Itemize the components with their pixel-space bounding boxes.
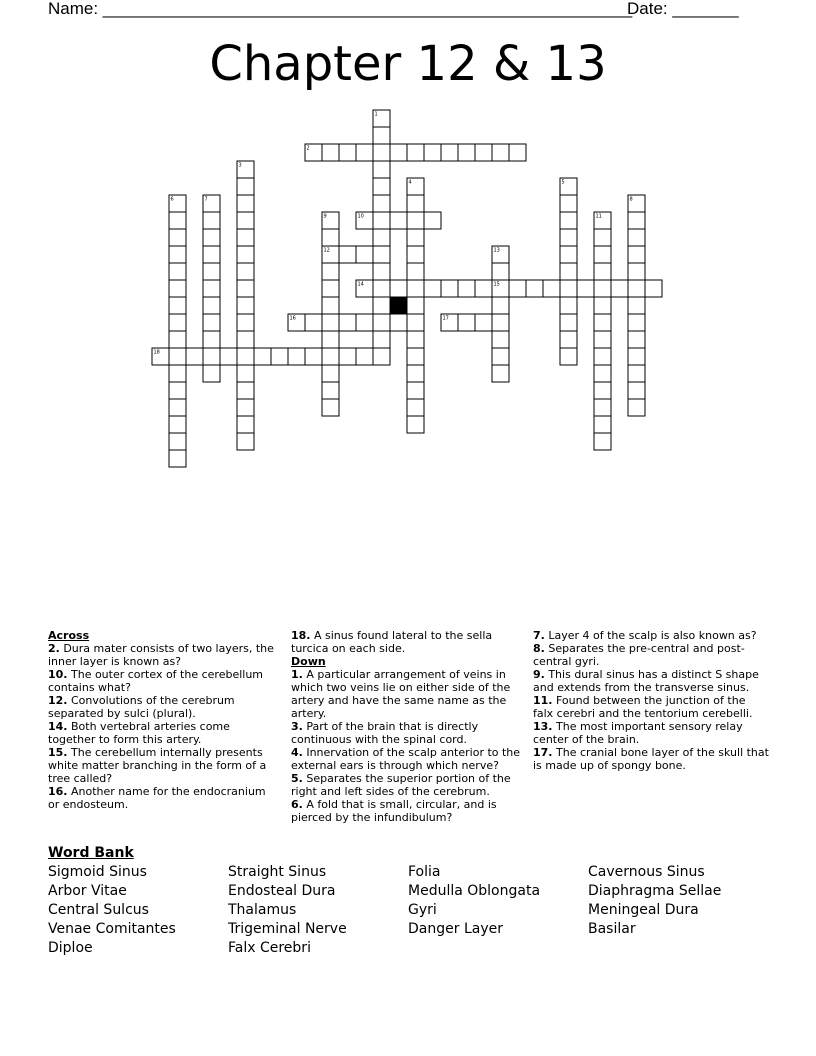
- word-bank-item: Meningeal Dura: [588, 902, 699, 918]
- crossword-cell[interactable]: [492, 348, 509, 365]
- crossword-cell[interactable]: [237, 195, 254, 212]
- crossword-cell[interactable]: [560, 263, 577, 280]
- cell-number: 2: [306, 145, 310, 152]
- crossword-cell[interactable]: [237, 365, 254, 382]
- crossword-cell[interactable]: [237, 433, 254, 450]
- crossword-cell[interactable]: [594, 331, 611, 348]
- clue-text: This dural sinus has a distinct S shape and extends from the transverse sinus.: [533, 668, 759, 694]
- word-bank-item: Arbor Vitae: [48, 883, 127, 899]
- crossword-cell[interactable]: [407, 399, 424, 416]
- crossword-cell[interactable]: [628, 314, 645, 331]
- crossword-cell[interactable]: [475, 314, 492, 331]
- across-clue: [48, 668, 280, 694]
- word-bank-item: Venae Comitantes: [48, 921, 176, 937]
- clue-text: Found between the junction of the falx cerebri and the tentorium cerebelli.: [533, 694, 753, 720]
- crossword-cell[interactable]: [169, 348, 186, 365]
- across-clue: [48, 642, 280, 668]
- crossword-cell[interactable]: [577, 280, 594, 297]
- crossword-cell[interactable]: [424, 144, 441, 161]
- crossword-cell[interactable]: [611, 280, 628, 297]
- crossword-cell[interactable]: [356, 314, 373, 331]
- crossword-cell[interactable]: [169, 263, 186, 280]
- clue-text: A particular arrangement of veins in which two veins lie on either side of the artery and have the same name as the artery.: [291, 668, 511, 720]
- crossword-cell[interactable]: [628, 348, 645, 365]
- crossword-cell[interactable]: [356, 348, 373, 365]
- crossword-cell[interactable]: [509, 280, 526, 297]
- clue-text: Separates the superior portion of the right and left sides of the cerebrum.: [291, 772, 511, 798]
- crossword-cell[interactable]: [322, 331, 339, 348]
- crossword-cell[interactable]: [373, 144, 390, 161]
- crossword-cell[interactable]: [594, 348, 611, 365]
- crossword-cell[interactable]: [373, 331, 390, 348]
- across-clue-list: [48, 642, 280, 811]
- crossword-cell[interactable]: [407, 314, 424, 331]
- crossword-cell[interactable]: [237, 280, 254, 297]
- crossword-cell[interactable]: [271, 348, 288, 365]
- crossword-cell[interactable]: [322, 365, 339, 382]
- clue-text: Both vertebral arteries come together to form this artery.: [48, 720, 230, 746]
- crossword-cell[interactable]: [322, 297, 339, 314]
- crossword-cell[interactable]: [373, 314, 390, 331]
- clue-text: A fold that is small, circular, and is pierced by the infundibulum?: [291, 798, 497, 824]
- crossword-cell[interactable]: [407, 348, 424, 365]
- cell-number: 6: [170, 196, 174, 203]
- crossword-cell[interactable]: [169, 365, 186, 382]
- across-clue: [291, 629, 523, 655]
- cell-number: 11: [595, 213, 602, 220]
- crossword-cell[interactable]: [169, 297, 186, 314]
- clue-text: The cerebellum internally presents white matter branching in the form of a tree called?: [48, 746, 267, 785]
- clues-column-2: [291, 629, 523, 824]
- cell-number: 1: [374, 111, 378, 118]
- crossword-cell[interactable]: [322, 399, 339, 416]
- crossword-cell[interactable]: [169, 450, 186, 467]
- down-clue: [291, 798, 523, 824]
- crossword-cell[interactable]: [441, 144, 458, 161]
- clue-number: 17.: [533, 746, 553, 759]
- down-clue: [291, 668, 523, 720]
- crossword-cell[interactable]: [322, 144, 339, 161]
- crossword-cell[interactable]: [203, 212, 220, 229]
- crossword-cell[interactable]: [237, 382, 254, 399]
- crossword-cell[interactable]: [594, 314, 611, 331]
- crossword-cell[interactable]: [390, 212, 407, 229]
- across-heading: Across: [48, 629, 90, 642]
- crossword-cell[interactable]: [237, 314, 254, 331]
- clue-number: 4.: [291, 746, 303, 759]
- crossword-cell[interactable]: [373, 297, 390, 314]
- crossword-cell[interactable]: [628, 297, 645, 314]
- crossword-cell[interactable]: [407, 212, 424, 229]
- crossword-cell[interactable]: [203, 263, 220, 280]
- crossword-cell[interactable]: [169, 314, 186, 331]
- clue-number: 2.: [48, 642, 60, 655]
- name-field[interactable]: Name: ________________________________________________________: [48, 0, 633, 18]
- cell-number: 8: [629, 196, 633, 203]
- crossword-cell[interactable]: [407, 144, 424, 161]
- word-bank-column: [408, 863, 540, 939]
- crossword-cell[interactable]: [594, 382, 611, 399]
- crossword-cell[interactable]: [441, 280, 458, 297]
- date-field[interactable]: Date: _______: [627, 0, 739, 18]
- clue-number: 8.: [533, 642, 545, 655]
- crossword-cell[interactable]: [526, 280, 543, 297]
- crossword-cell[interactable]: [628, 280, 645, 297]
- clue-number: 15.: [48, 746, 68, 759]
- crossword-cell[interactable]: [424, 280, 441, 297]
- cell-number: 14: [357, 281, 364, 288]
- word-bank-item: Folia: [408, 864, 441, 880]
- crossword-cell[interactable]: [475, 144, 492, 161]
- crossword-cell[interactable]: [373, 195, 390, 212]
- crossword-cell[interactable]: [509, 144, 526, 161]
- word-bank-column: [588, 863, 721, 939]
- cell-number: 16: [289, 315, 296, 322]
- word-bank-item: Basilar: [588, 921, 636, 937]
- word-bank-item: Falx Cerebri: [228, 940, 311, 956]
- crossword-cell[interactable]: [288, 348, 305, 365]
- crossword-cell[interactable]: [169, 280, 186, 297]
- crossword-cell[interactable]: [203, 246, 220, 263]
- down-clue: [533, 629, 769, 642]
- crossword-cell[interactable]: [203, 280, 220, 297]
- crossword-cell[interactable]: [169, 246, 186, 263]
- down-clue: [533, 720, 769, 746]
- crossword-cell[interactable]: [237, 178, 254, 195]
- clue-number: 11.: [533, 694, 553, 707]
- cell-number: 17: [442, 315, 449, 322]
- clue-number: 16.: [48, 785, 68, 798]
- clue-number: 12.: [48, 694, 68, 707]
- crossword-cell[interactable]: [458, 280, 475, 297]
- cell-number: 10: [357, 213, 364, 220]
- down-clue: [533, 642, 769, 668]
- crossword-cell[interactable]: [560, 246, 577, 263]
- clue-text: Another name for the endocranium or endosteum.: [48, 785, 266, 811]
- crossword-cell[interactable]: [407, 280, 424, 297]
- crossword-cell[interactable]: [390, 280, 407, 297]
- crossword-cell[interactable]: [407, 263, 424, 280]
- crossword-cell[interactable]: [356, 246, 373, 263]
- word-bank-item: Diploe: [48, 940, 93, 956]
- clues-column-1: [48, 629, 280, 811]
- crossword-cell[interactable]: [373, 127, 390, 144]
- crossword-cell[interactable]: [492, 365, 509, 382]
- crossword-cell[interactable]: [237, 263, 254, 280]
- clue-text: A sinus found lateral to the sella turcica on each side.: [291, 629, 493, 655]
- clue-number: 3.: [291, 720, 303, 733]
- across-clue: [48, 746, 280, 785]
- word-bank-item: Medulla Oblongata: [408, 883, 541, 899]
- crossword-cell[interactable]: [645, 280, 662, 297]
- crossword-cell[interactable]: [322, 314, 339, 331]
- crossword-cell[interactable]: [373, 161, 390, 178]
- crossword-cell[interactable]: [305, 314, 322, 331]
- crossword-cell[interactable]: [322, 263, 339, 280]
- clue-number: 7.: [533, 629, 545, 642]
- cell-number: 4: [408, 179, 412, 186]
- crossword-cell[interactable]: [169, 229, 186, 246]
- clues-column-3: [533, 629, 769, 772]
- crossword-cell[interactable]: [373, 246, 390, 263]
- down-clue: [533, 668, 769, 694]
- crossword-cell[interactable]: [560, 348, 577, 365]
- crossword-cell[interactable]: [169, 331, 186, 348]
- word-bank-title: Word Bank: [48, 845, 134, 861]
- crossword-cell[interactable]: [220, 348, 237, 365]
- crossword-cell[interactable]: [373, 263, 390, 280]
- crossword-cell[interactable]: [322, 382, 339, 399]
- crossword-cell[interactable]: [169, 399, 186, 416]
- clue-text: The outer cortex of the cerebellum contains what?: [48, 668, 264, 694]
- word-bank-item: Endosteal Dura: [228, 883, 336, 899]
- crossword-cell[interactable]: [492, 263, 509, 280]
- clue-number: 13.: [533, 720, 553, 733]
- across-clue: [48, 720, 280, 746]
- crossword-cell[interactable]: [237, 399, 254, 416]
- crossword-cell[interactable]: [475, 280, 492, 297]
- crossword-cell[interactable]: [424, 212, 441, 229]
- crossword-cell[interactable]: [594, 433, 611, 450]
- clue-number: 6.: [291, 798, 303, 811]
- word-bank-item: Thalamus: [228, 902, 297, 918]
- word-bank-item: Straight Sinus: [228, 864, 327, 880]
- crossword-cell[interactable]: [339, 144, 356, 161]
- crossword-cell[interactable]: [339, 246, 356, 263]
- crossword-cell[interactable]: [628, 382, 645, 399]
- down-clue-list: [291, 668, 523, 824]
- crossword-cell[interactable]: [169, 212, 186, 229]
- crossword-cell[interactable]: [628, 229, 645, 246]
- across-clue: [48, 694, 280, 720]
- crossword-cell[interactable]: [560, 229, 577, 246]
- cell-number: 12: [323, 247, 330, 254]
- word-bank-item: Diaphragma Sellae: [588, 883, 722, 899]
- clue-number: 14.: [48, 720, 68, 733]
- crossword-cell[interactable]: [254, 348, 271, 365]
- crossword-cell[interactable]: [594, 416, 611, 433]
- crossword-cell[interactable]: [628, 263, 645, 280]
- crossword-cell[interactable]: [407, 297, 424, 314]
- crossword-cell[interactable]: [169, 382, 186, 399]
- clue-text: The cranial bone layer of the skull that is made up of spongy bone.: [533, 746, 769, 772]
- crossword-cell[interactable]: [594, 365, 611, 382]
- across-clue: [48, 785, 280, 811]
- crossword-cell[interactable]: [492, 297, 509, 314]
- word-bank-column: [228, 863, 347, 958]
- down-clue: [533, 694, 769, 720]
- crossword-cell[interactable]: [407, 365, 424, 382]
- crossword-cell[interactable]: [458, 144, 475, 161]
- word-bank-item: Sigmoid Sinus: [48, 864, 147, 880]
- clue-text: Innervation of the scalp anterior to the external ears is through which nerve?: [291, 746, 521, 772]
- crossword-cell[interactable]: [322, 229, 339, 246]
- clue-text: Layer 4 of the scalp is also known as?: [544, 629, 757, 642]
- crossword-cell[interactable]: [203, 314, 220, 331]
- crossword-cell[interactable]: [560, 297, 577, 314]
- crossword-cell[interactable]: [407, 195, 424, 212]
- crossword-cell[interactable]: [594, 229, 611, 246]
- crossword-cell[interactable]: [322, 280, 339, 297]
- crossword-cell[interactable]: [628, 331, 645, 348]
- clue-text: Part of the brain that is directly continuous with the spinal cord.: [291, 720, 479, 746]
- crossword-cell[interactable]: [628, 365, 645, 382]
- crossword-cell[interactable]: [203, 348, 220, 365]
- crossword-cell[interactable]: [543, 280, 560, 297]
- clue-text: Convolutions of the cerebrum separated by sulci (plural).: [48, 694, 235, 720]
- clue-text: The most important sensory relay center of the brain.: [533, 720, 743, 746]
- down-heading: Down: [291, 655, 326, 668]
- word-bank-item: Cavernous Sinus: [588, 864, 705, 880]
- crossword-cell[interactable]: [492, 314, 509, 331]
- cell-number: 3: [238, 162, 242, 169]
- word-bank-item: Central Sulcus: [48, 902, 149, 918]
- down-clue: [291, 720, 523, 746]
- crossword-cell[interactable]: [169, 433, 186, 450]
- crossword-cell[interactable]: [237, 246, 254, 263]
- word-bank-item: Gyri: [408, 902, 437, 918]
- crossword-cell[interactable]: [594, 280, 611, 297]
- crossword-cell[interactable]: [373, 229, 390, 246]
- crossword-cell[interactable]: [390, 314, 407, 331]
- crossword-cell[interactable]: [203, 331, 220, 348]
- crossword-cell[interactable]: [339, 314, 356, 331]
- clue-number: 10.: [48, 668, 68, 681]
- crossword-cell[interactable]: [373, 348, 390, 365]
- crossword-cell[interactable]: [560, 280, 577, 297]
- crossword-cell[interactable]: [407, 331, 424, 348]
- crossword-cell[interactable]: [322, 348, 339, 365]
- crossword-cell[interactable]: [237, 416, 254, 433]
- cell-number: 18: [153, 349, 160, 356]
- crossword-cell[interactable]: [237, 297, 254, 314]
- crossword-cell[interactable]: [628, 212, 645, 229]
- crossword-cell[interactable]: [237, 348, 254, 365]
- down-clue: [291, 772, 523, 798]
- crossword-cell[interactable]: [594, 263, 611, 280]
- crossword-cell[interactable]: [560, 331, 577, 348]
- crossword-black-cell: [390, 297, 407, 314]
- crossword-cell[interactable]: [407, 416, 424, 433]
- crossword-cell[interactable]: [458, 314, 475, 331]
- crossword-cell[interactable]: [203, 297, 220, 314]
- crossword-cell[interactable]: [560, 314, 577, 331]
- clue-text: Separates the pre-central and post-central gyri.: [533, 642, 745, 668]
- crossword-cell[interactable]: [356, 144, 373, 161]
- crossword-cell[interactable]: [492, 331, 509, 348]
- crossword-cell[interactable]: [237, 331, 254, 348]
- crossword-cell[interactable]: [492, 144, 509, 161]
- crossword-cell[interactable]: [305, 348, 322, 365]
- crossword-cell[interactable]: [407, 229, 424, 246]
- crossword-cell[interactable]: [373, 178, 390, 195]
- cell-number: 7: [204, 196, 208, 203]
- crossword-cell[interactable]: [203, 229, 220, 246]
- crossword-cell[interactable]: [407, 382, 424, 399]
- cell-number: 15: [493, 281, 500, 288]
- crossword-cell[interactable]: [628, 246, 645, 263]
- clue-number: 5.: [291, 772, 303, 785]
- crossword-cell[interactable]: [373, 212, 390, 229]
- across-clue-list-continued: [291, 629, 523, 655]
- crossword-cell[interactable]: [169, 416, 186, 433]
- crossword-cell[interactable]: [237, 229, 254, 246]
- page-title: Chapter 12 & 13: [209, 36, 607, 92]
- down-clue-list-continued: [533, 629, 769, 772]
- cell-number: 5: [561, 179, 565, 186]
- crossword-cell[interactable]: [407, 246, 424, 263]
- cell-number: 9: [323, 213, 327, 220]
- crossword-cell[interactable]: [237, 212, 254, 229]
- crossword-cell[interactable]: [594, 246, 611, 263]
- crossword-cell[interactable]: [203, 365, 220, 382]
- word-bank-item: Danger Layer: [408, 921, 503, 937]
- crossword-cell[interactable]: [560, 212, 577, 229]
- down-clue: [291, 746, 523, 772]
- clue-text: Dura mater consists of two layers, the inner layer is known as?: [48, 642, 274, 668]
- clue-number: 18.: [291, 629, 311, 642]
- crossword-cell[interactable]: [373, 280, 390, 297]
- down-clue: [533, 746, 769, 772]
- word-bank-column: [48, 863, 176, 958]
- crossword-cell[interactable]: [339, 348, 356, 365]
- word-bank-item: Trigeminal Nerve: [228, 921, 347, 937]
- crossword-cell[interactable]: [594, 399, 611, 416]
- crossword-cell[interactable]: [560, 195, 577, 212]
- crossword-cell[interactable]: [186, 348, 203, 365]
- clue-number: 9.: [533, 668, 545, 681]
- crossword-cell[interactable]: [390, 144, 407, 161]
- crossword-cell[interactable]: [628, 399, 645, 416]
- cell-number: 13: [493, 247, 500, 254]
- clue-number: 1.: [291, 668, 303, 681]
- crossword-cell[interactable]: [594, 297, 611, 314]
